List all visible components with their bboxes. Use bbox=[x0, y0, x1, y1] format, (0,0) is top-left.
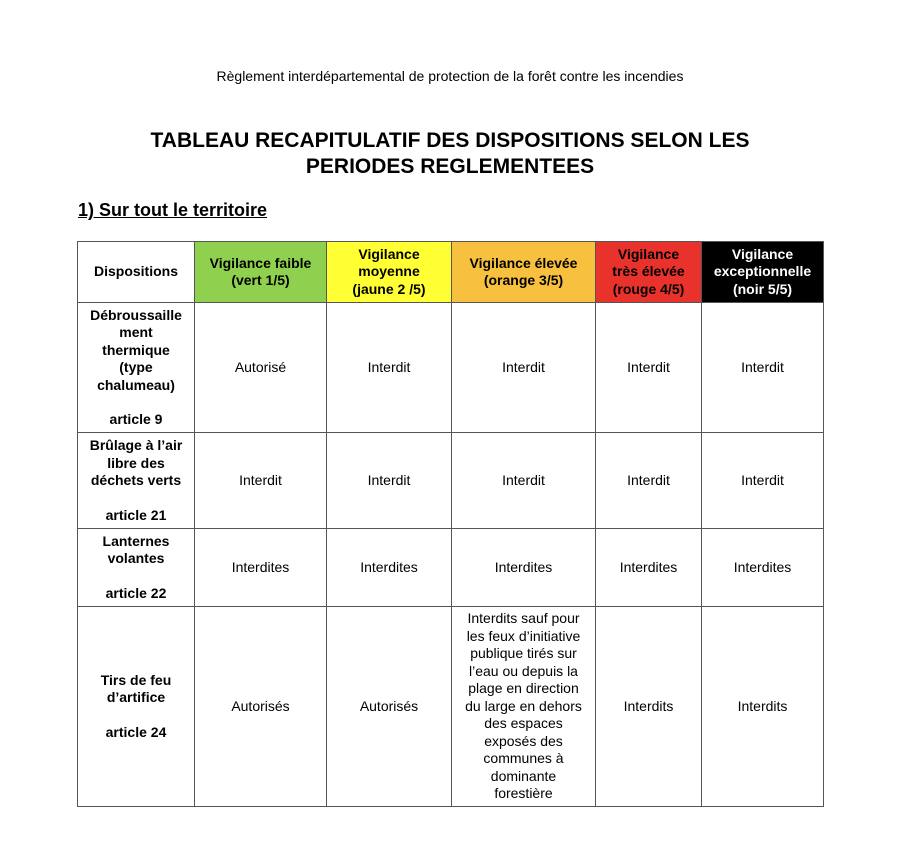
title-line-2: PERIODES REGLEMENTEES bbox=[305, 155, 595, 178]
table-cell: Autorisé bbox=[195, 303, 327, 433]
table-cell: Interdits bbox=[596, 607, 702, 807]
table-cell: Interdit bbox=[596, 433, 702, 529]
column-header-vigilance-elevee: Vigilance élevée (orange 3/5) bbox=[452, 242, 596, 303]
table-row bbox=[78, 529, 824, 607]
table-cell: Interdit bbox=[195, 433, 327, 529]
title-line-1: TABLEAU RECAPITULATIF DES DISPOSITIONS SELON LES bbox=[150, 129, 750, 152]
table-cell: Interdit bbox=[327, 433, 452, 529]
table-cell: Interdites bbox=[327, 529, 452, 607]
table-row bbox=[78, 607, 824, 807]
table-cell: Interdits bbox=[702, 607, 824, 807]
row-label: Débroussaille ment thermique (type chalumeau) article 9 bbox=[78, 303, 195, 433]
table-row bbox=[78, 433, 824, 529]
table-cell: Interdit bbox=[702, 303, 824, 433]
header-row bbox=[78, 242, 824, 303]
table-cell: Interdit bbox=[702, 433, 824, 529]
article-ref: article 24 bbox=[105, 723, 167, 740]
row-label: Brûlage à l’air libre des déchets verts article 21 bbox=[78, 433, 195, 529]
table-cell: Autorisés bbox=[327, 607, 452, 807]
table-cell: Interdites bbox=[452, 529, 596, 607]
column-header-vigilance-tres-elevee: Vigilance très élevée (rouge 4/5) bbox=[596, 242, 702, 303]
article-ref: article 22 bbox=[105, 584, 167, 601]
column-header-vigilance-faible: Vigilance faible (vert 1/5) bbox=[195, 242, 327, 303]
document-header: Règlement interdépartemental de protection de la forêt contre les incendies bbox=[216, 68, 684, 84]
column-header-vigilance-moyenne: Vigilance moyenne (jaune 2 /5) bbox=[327, 242, 452, 303]
article-ref: article 9 bbox=[109, 411, 163, 427]
row-label: Tirs de feu d’artifice article 24 bbox=[78, 607, 195, 807]
table-cell: Autorisés bbox=[195, 607, 327, 807]
article-ref: article 21 bbox=[105, 506, 167, 523]
table-cell: Interdit bbox=[327, 303, 452, 433]
table-cell: Interdit bbox=[596, 303, 702, 433]
dispositions-table bbox=[77, 241, 824, 807]
column-header-dispositions: Dispositions bbox=[78, 242, 195, 303]
table-cell: Interdit bbox=[452, 303, 596, 433]
section-heading: 1) Sur tout le territoire bbox=[78, 200, 268, 220]
table-cell: Interdites bbox=[596, 529, 702, 607]
table-row bbox=[78, 303, 824, 433]
table-cell-exception: Interdits sauf pour les feux d’initiative publique tirés sur l’eau ou depuis la plage en direction du large en dehors des espaces exposés des communes à dominante forestière bbox=[452, 607, 596, 807]
table-cell: Interdites bbox=[195, 529, 327, 607]
row-label: Lanternes volantes article 22 bbox=[78, 529, 195, 607]
table-cell: Interdit bbox=[452, 433, 596, 529]
table-cell: Interdites bbox=[702, 529, 824, 607]
column-header-vigilance-exceptionnelle: Vigilance exceptionnelle (noir 5/5) bbox=[702, 242, 824, 303]
page-title bbox=[0, 128, 900, 180]
